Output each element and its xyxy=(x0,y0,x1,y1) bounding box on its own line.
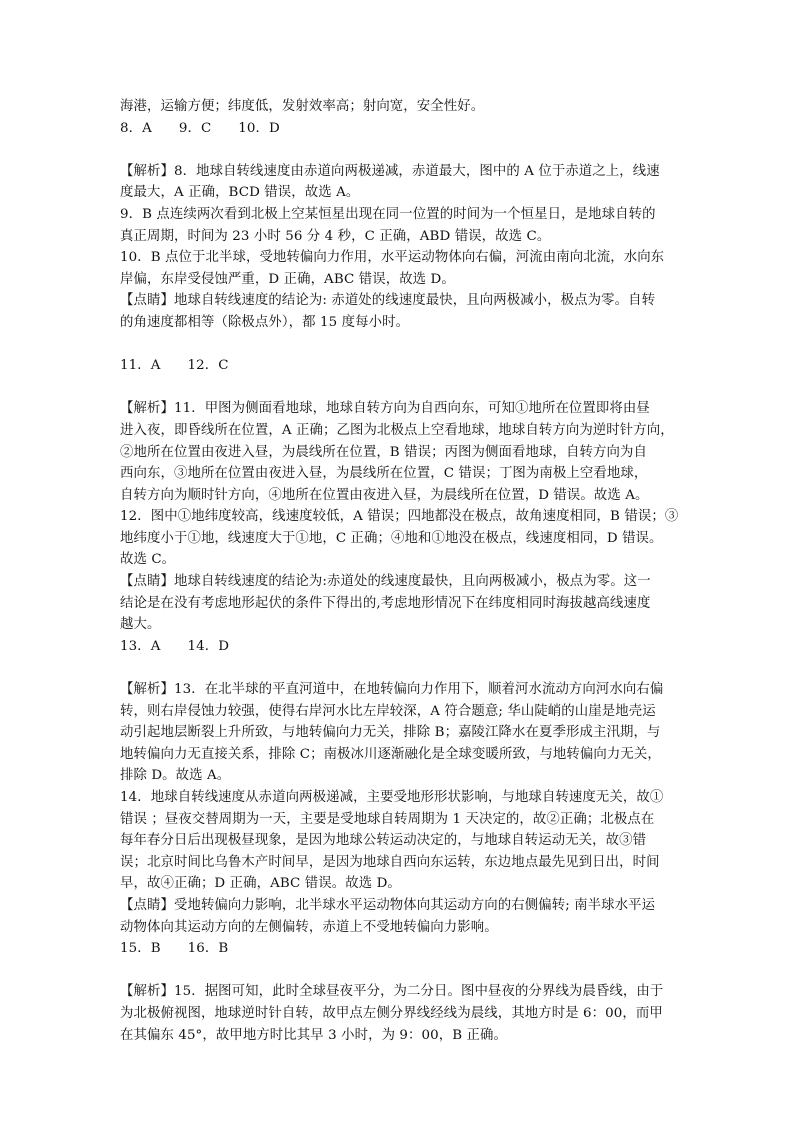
text-line: 地转偏向力无直接关系，排除 C；南极冰川逐渐融化是全球变暖所致，与地转偏向力无关， xyxy=(120,746,661,762)
paragraph-gap xyxy=(120,657,702,679)
paragraph xyxy=(120,96,702,118)
paragraph-gap xyxy=(120,334,702,356)
text-line: 越大。 xyxy=(120,617,161,633)
answer-key xyxy=(120,118,702,140)
text-line: 动引起地层断裂上升所致，与地转偏向力无关，排除 B；嘉陵江降水在夏季形成主汛期，与 xyxy=(120,725,661,741)
text-line: 早，故④正确；D 正确，ABC 错误。故选 D。 xyxy=(120,876,401,892)
paragraph xyxy=(120,981,702,1046)
answer-line: 15．B 16．B xyxy=(120,941,229,957)
paragraph xyxy=(120,398,702,636)
paragraph-gap xyxy=(120,377,702,399)
text-line: 进入夜，即昏线所在位置，A 正确；乙图为北极点上空看地球，地球自转方向为逆时针方向， xyxy=(120,422,674,438)
text-line: 错误 ；昼夜交替周期为一天，主要是受地球自转周期为 1 天决定的，故②正确；北极点在 xyxy=(120,811,655,827)
text-line: 【解析】8．地球自转线速度由赤道向两极递减，赤道最大，图中的 A 位于赤道之上，线速 xyxy=(120,163,660,179)
text-line: 转，则右岸侵蚀力较强，使得右岸河水比左岸较深，A 符合题意; 华山陡峭的山崖是地壳运 xyxy=(120,703,656,719)
paragraph xyxy=(120,161,702,334)
text-line: 误；北京时间比乌鲁木产时间早，是因为地球自西向东运转，东边地点最先见到日出，时间 xyxy=(120,854,660,870)
text-line: 度最大，A 正确，BCD 错误，故选 A。 xyxy=(120,185,360,201)
text-line: 为北极俯视图，地球逆时针自转，故甲点左侧分界线经线为晨线，其地方时是 6：00，而甲 xyxy=(120,1005,663,1021)
answer-key xyxy=(120,938,702,960)
answer-line: 8．A 9．C 10．D xyxy=(120,120,280,136)
text-line: 【解析】11．甲图为侧面看地球，地球自转方向为自西向东，可知①地所在位置即将由昼 xyxy=(120,401,650,417)
paragraph-gap xyxy=(120,960,702,982)
answer-explanation-text xyxy=(120,96,702,1046)
text-line: 10．B 点位于北半球，受地转偏向力作用，水平运动物体向右偏，河流由南向北流，水向东 xyxy=(120,250,665,266)
text-line: 【解析】13．在北半球的平直河道中，在地转偏向力作用下，顺着河水流动方向河水向右偏 xyxy=(120,682,664,698)
answer-key xyxy=(120,355,702,377)
text-line: 结论是在没有考虑地形起伏的条件下得出的,考虑地形情况下在纬度相同时海拔越高线速度 xyxy=(120,595,651,611)
text-line: 西向东，③地所在位置由夜进入昼，为晨线所在位置，C 错误；丁图为南极上空看地球， xyxy=(120,466,648,482)
text-line: 动物体向其运动方向的左侧偏转，赤道上不受地转偏向力影响。 xyxy=(120,919,498,935)
text-line: 每年春分日后出现极昼现象，是因为地球公转运动决定的，与地球自转运动无关，故③错 xyxy=(120,833,647,849)
text-line: 【点睛】受地转偏向力影响，北半球水平运动物体向其运动方向的右侧偏转; 南半球水平运 xyxy=(120,897,656,913)
text-line: ②地所在位置由夜进入昼，为晨线所在位置，B 错误；丙图为侧面看地球，自转方向为自 xyxy=(120,444,647,460)
text-line: 故选 C。 xyxy=(120,552,176,568)
text-line: 在其偏东 45°，故甲地方时比其早 3 小时，为 9：00，B 正确。 xyxy=(120,1027,508,1043)
text-line: 【点睛】地球自转线速度的结论为: 赤道处的线速度最快，且向两极减小，极点为零。自转 xyxy=(120,293,656,309)
text-line: 真正周期，时间为 23 小时 56 分 4 秒，C 正确，ABD 错误，故选 C。 xyxy=(120,228,551,244)
answer-line: 13．A 14．D xyxy=(120,638,230,654)
text-line: 【解析】15．据图可知，此时全球昼夜平分，为二分日。图中昼夜的分界线为晨昏线，由于 xyxy=(120,984,664,1000)
paragraph xyxy=(120,679,702,938)
answer-key xyxy=(120,636,702,658)
text-line: 地纬度小于①地，线速度大于①地，C 正确；④地和①地没在极点，线速度相同，D 错误。 xyxy=(120,530,663,546)
text-line: 海港，运输方便；纬度低，发射效率高；射向宽，安全性好。 xyxy=(120,99,485,114)
text-line: 排除 D。故选 A。 xyxy=(120,768,231,784)
text-line: 自转方向为顺时针方向，④地所在位置由夜进入昼，为晨线所在位置，D 错误。故选 A。 xyxy=(120,487,649,503)
text-line: 9．B 点连续两次看到北极上空某恒星出现在同一位置的时间为一个恒星日，是地球自转的 xyxy=(120,206,656,222)
text-line: 12．图中①地纬度较高，线速度较低，A 错误；四地都没在极点，故角速度相同，B 错误；③ xyxy=(120,509,679,525)
text-line: 14．地球自转线速度从赤道向两极递减，主要受地形形状影响，与地球自转速度无关，故① xyxy=(120,790,664,805)
text-line: 【点睛】地球自转线速度的结论为:赤道处的线速度最快，且向两极减小，极点为零。这一 xyxy=(120,574,651,590)
text-line: 岸偏，东岸受侵蚀严重，D 正确，ABC 错误，故选 D。 xyxy=(120,271,455,287)
text-line: 的角速度都相等（除极点外），都 15 度每小时。 xyxy=(120,314,410,330)
answer-line: 11．A 12．C xyxy=(120,358,229,374)
paragraph-gap xyxy=(120,139,702,161)
